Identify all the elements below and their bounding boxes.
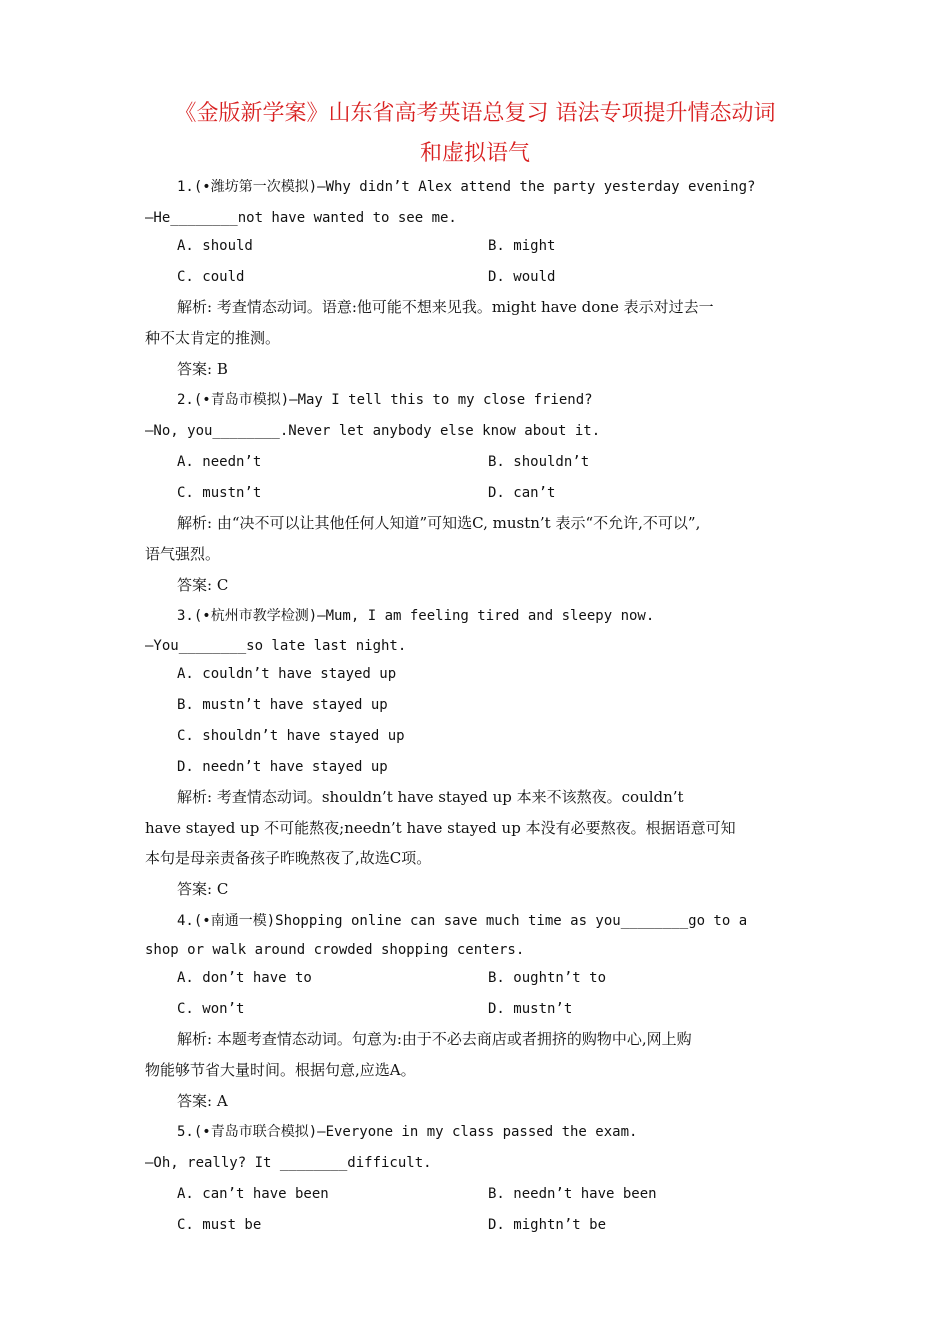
q3-explanation-line1: 解析: 考查情态动词。shouldn’t have stayed up 本来不该熬夜。couldn’t bbox=[177, 788, 684, 806]
q4-option-b: B. oughtn’t to bbox=[488, 970, 607, 986]
document-title-line-1: 《金版新学案》山东省高考英语总复习 语法专项提升情态动词 bbox=[174, 101, 776, 126]
q3-stem: 3.(•杭州市教学检测)—Mum, I am feeling tired and sleepy now. bbox=[177, 608, 655, 624]
q2-stem-line2: —No, you________.Never let anybody else know about it. bbox=[145, 423, 601, 439]
q4-stem: 4.(•南通一模)Shopping online can save much time as you________go to a bbox=[177, 913, 748, 929]
q2-explanation-line2: 语气强烈。 bbox=[145, 545, 221, 563]
q5-option-d: D. mightn’t be bbox=[488, 1217, 607, 1233]
q2-option-a: A. needn’t bbox=[177, 454, 262, 470]
q1-option-b: B. might bbox=[488, 238, 556, 254]
q2-option-b: B. shouldn’t bbox=[488, 454, 590, 470]
q2-explanation-line1: 解析: 由“决不可以让其他任何人知道”可知选C, mustn’t 表示“不允许,不可以”, bbox=[177, 514, 701, 532]
q5-stem: 5.(•青岛市联合模拟)—Everyone in my class passed the exam. bbox=[177, 1124, 638, 1140]
q5-option-c: C. must be bbox=[177, 1217, 262, 1233]
q3-option-c: C. shouldn’t have stayed up bbox=[177, 728, 405, 744]
q3-explanation-line3: 本句是母亲责备孩子昨晚熬夜了,故选C项。 bbox=[145, 849, 432, 867]
q1-explanation-line1: 解析: 考查情态动词。语意:他可能不想来见我。might have done 表示对过去一 bbox=[177, 298, 714, 316]
document-title-line-2: 和虚拟语气 bbox=[419, 141, 530, 166]
q4-option-d: D. mustn’t bbox=[488, 1001, 573, 1017]
q4-option-a: A. don’t have to bbox=[177, 970, 312, 986]
q2-option-c: C. mustn’t bbox=[177, 485, 262, 501]
q1-option-a: A. should bbox=[177, 238, 253, 254]
q1-explanation-line2: 种不太肯定的推测。 bbox=[145, 329, 281, 347]
q3-option-d: D. needn’t have stayed up bbox=[177, 759, 388, 775]
q1-stem: 1.(•潍坊第一次模拟)—Why didn’t Alex attend the party yesterday evening? bbox=[177, 179, 756, 195]
q3-answer: 答案: C bbox=[177, 880, 229, 898]
q5-option-b: B. needn’t have been bbox=[488, 1186, 657, 1202]
q1-option-d: D. would bbox=[488, 269, 556, 285]
q5-stem-line2: —Oh, really? It ________difficult. bbox=[145, 1155, 432, 1171]
q1-stem-line2: —He________not have wanted to see me. bbox=[145, 210, 457, 226]
q2-stem: 2.(•青岛市模拟)—May I tell this to my close friend? bbox=[177, 392, 593, 408]
q3-option-b: B. mustn’t have stayed up bbox=[177, 697, 388, 713]
q4-stem-line2: shop or walk around crowded shopping centers. bbox=[145, 942, 525, 958]
q2-answer: 答案: C bbox=[177, 576, 229, 594]
q3-stem-line2: —You________so late last night. bbox=[145, 638, 407, 654]
q3-explanation-line2: have stayed up 不可能熬夜;needn’t have stayed up 本没有必要熬夜。根据语意可知 bbox=[145, 819, 736, 837]
q5-option-a: A. can’t have been bbox=[177, 1186, 329, 1202]
q4-option-c: C. won’t bbox=[177, 1001, 245, 1017]
q4-answer: 答案: A bbox=[177, 1092, 228, 1110]
q4-explanation-line1: 解析: 本题考查情态动词。句意为:由于不必去商店或者拥挤的购物中心,网上购 bbox=[177, 1030, 692, 1048]
q2-option-d: D. can’t bbox=[488, 485, 556, 501]
q4-explanation-line2: 物能够节省大量时间。根据句意,应选A。 bbox=[145, 1061, 416, 1079]
q3-option-a: A. couldn’t have stayed up bbox=[177, 666, 397, 682]
q1-option-c: C. could bbox=[177, 269, 245, 285]
q1-answer: 答案: B bbox=[177, 360, 228, 378]
